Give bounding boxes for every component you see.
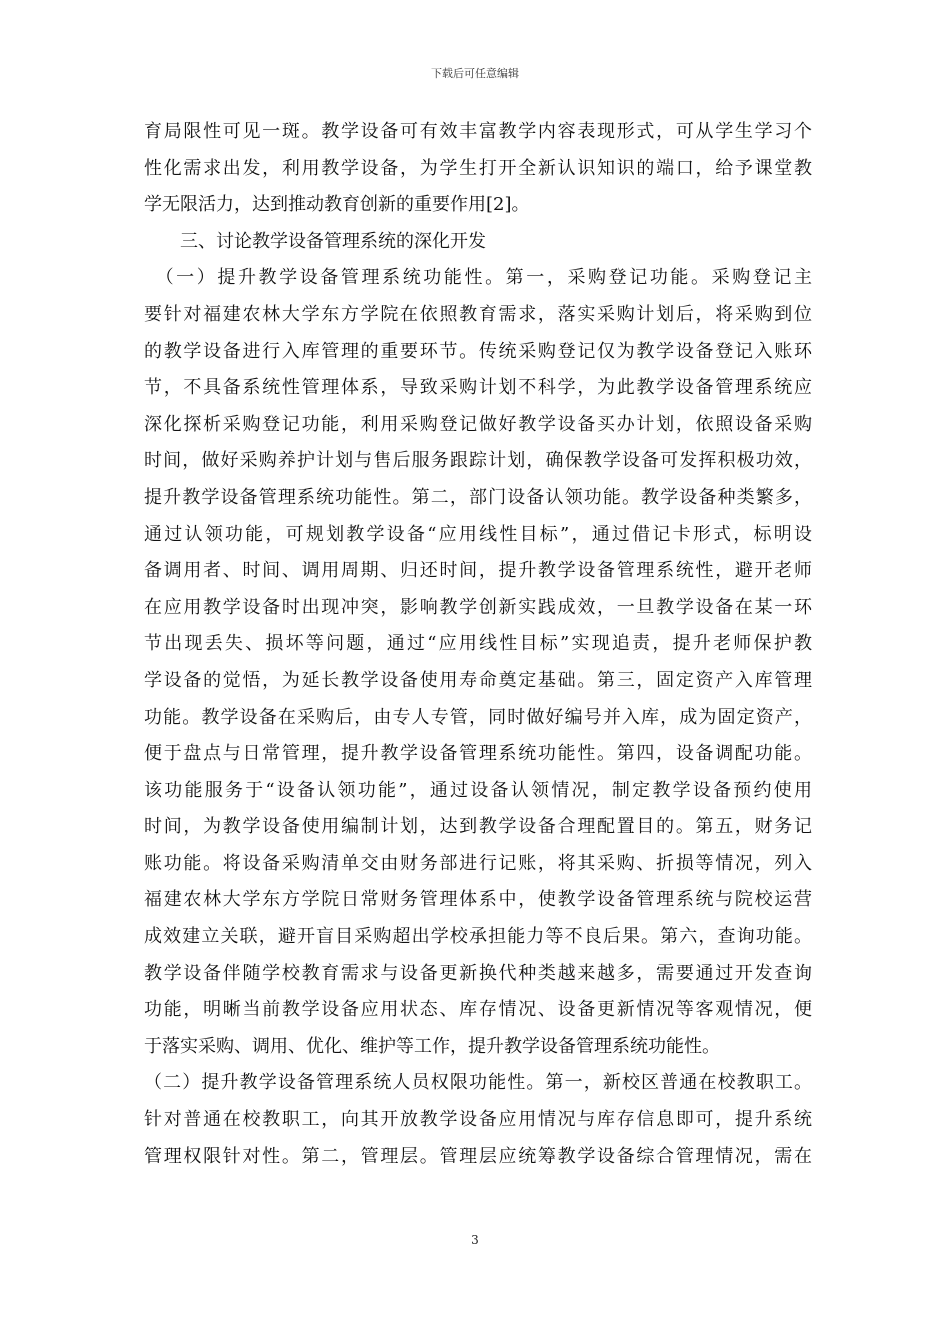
text-line: （一）提升教学设备管理系统功能性。第一，采购登记功能。采购登记主 — [144, 267, 812, 289]
text-line: 管理权限针对性。第二，管理层。管理层应统筹教学设备综合管理情况，需在 — [144, 1145, 812, 1167]
text-line: 针对普通在校教职工，向其开放教学设备应用情况与库存信息即可，提升系统 — [144, 1109, 812, 1131]
text-line: 功能。教学设备在采购后，由专人专管，同时做好编号并入库，成为固定资产， — [144, 706, 812, 728]
section-heading: 三、讨论教学设备管理系统的深化开发 — [144, 230, 486, 252]
text-line: 学无限活力，达到推动教育创新的重要作用[2]。 — [144, 194, 530, 216]
text-line: 在应用教学设备时出现冲突，影响教学创新实践成效，一旦教学设备在某一环 — [144, 596, 812, 618]
text-line: 提升教学设备管理系统功能性。第二，部门设备认领功能。教学设备种类繁多， — [144, 486, 812, 508]
text-line: （二）提升教学设备管理系统人员权限功能性。第一，新校区普通在校教职工。 — [144, 1072, 812, 1094]
body-text — [144, 114, 812, 1175]
text-line: 通过认领功能，可规划教学设备“应用线性目标”，通过借记卡形式，标明设 — [144, 523, 812, 545]
text-line: 的教学设备进行入库管理的重要环节。传统采购登记仅为教学设备登记入账环 — [144, 340, 812, 362]
text-line: 节，不具备系统性管理体系，导致采购计划不科学，为此教学设备管理系统应 — [144, 377, 812, 399]
text-line: 于落实采购、调用、优化、维护等工作，提升教学设备管理系统功能性。 — [144, 1035, 720, 1057]
text-line: 深化探析采购登记功能，利用采购登记做好教学设备买办计划，依照设备采购 — [144, 413, 812, 435]
text-line: 节出现丢失、损坏等问题，通过“应用线性目标”实现追责，提升老师保护教 — [144, 633, 812, 655]
page-number: 3 — [471, 1233, 479, 1247]
text-line: 备调用者、时间、调用周期、归还时间，提升教学设备管理系统性，避开老师 — [144, 560, 812, 582]
text-line: 时间，为教学设备使用编制计划，达到教学设备合理配置目的。第五，财务记 — [144, 816, 812, 838]
text-line: 功能，明晰当前教学设备应用状态、库存情况、设备更新情况等客观情况，便 — [144, 999, 812, 1021]
text-line: 福建农林大学东方学院日常财务管理体系中，使教学设备管理系统与院校运营 — [144, 889, 812, 911]
page-header: 下载后可任意编辑 — [431, 67, 519, 80]
text-line: 学设备的觉悟，为延长教学设备使用寿命奠定基础。第三，固定资产入库管理 — [144, 669, 812, 691]
text-line: 育局限性可见一斑。教学设备可有效丰富教学内容表现形式，可从学生学习个 — [144, 121, 812, 142]
text-line: 性化需求出发，利用教学设备，为学生打开全新认识知识的端口，给予课堂教 — [144, 157, 812, 179]
text-line: 时间，做好采购养护计划与售后服务跟踪计划，确保教学设备可发挥积极功效， — [144, 450, 812, 472]
text-line: 要针对福建农林大学东方学院在依照教育需求，落实采购计划后，将采购到位 — [144, 303, 812, 325]
text-line: 教学设备伴随学校教育需求与设备更新换代种类越来越多，需要通过开发查询 — [144, 962, 812, 984]
text-line: 账功能。将设备采购清单交由财务部进行记账，将其采购、折损等情况，列入 — [144, 852, 812, 874]
text-line: 成效建立关联，避开盲目采购超出学校承担能力等不良后果。第六，查询功能。 — [144, 926, 812, 948]
text-line: 便于盘点与日常管理，提升教学设备管理系统功能性。第四，设备调配功能。 — [144, 743, 812, 765]
text-line: 该功能服务于“设备认领功能”，通过设备认领情况，制定教学设备预约使用 — [144, 779, 812, 801]
